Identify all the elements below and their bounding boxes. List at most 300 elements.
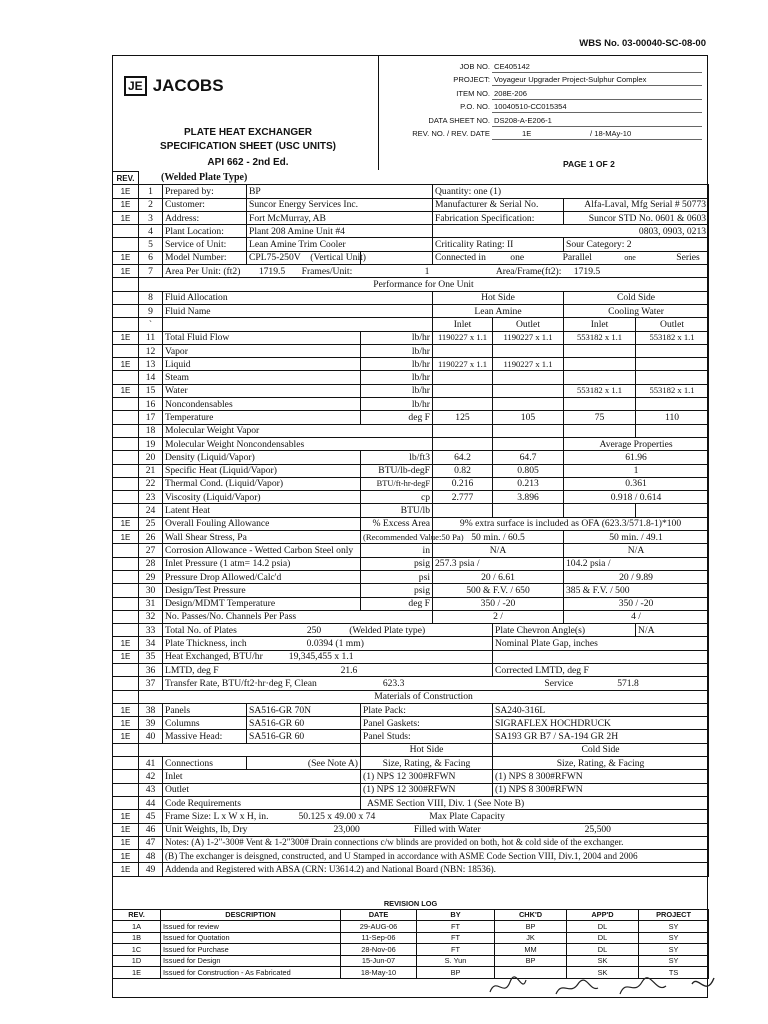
label: Area Per Unit: (ft2) xyxy=(165,265,241,277)
spec-row-32 xyxy=(113,610,709,623)
label: Latent Heat xyxy=(163,504,361,517)
project-label: PROJECT: xyxy=(453,75,490,84)
data-sheet-no: DS208-A-E206-1 xyxy=(494,116,552,125)
revision-row xyxy=(113,955,709,967)
line-no: 38 xyxy=(139,703,163,716)
cold-side: Cold Side xyxy=(564,291,709,304)
cold-average: 1 xyxy=(564,464,709,477)
line-no: ` xyxy=(139,318,163,331)
label: Liquid xyxy=(163,358,361,371)
unit: in xyxy=(361,544,433,557)
hot-outlet: 0.213 xyxy=(493,477,564,490)
label: Molecular Weight Vapor xyxy=(163,424,433,437)
cold-side: 350 / -20 xyxy=(564,597,709,610)
unit: % Excess Area xyxy=(361,517,433,530)
frames-value: 1 xyxy=(424,265,430,277)
spec-row-16 xyxy=(113,398,709,411)
rev-cell xyxy=(113,304,139,317)
cold-average: 61.96 xyxy=(564,451,709,464)
cold-side: (1) NPS 8 300#RFWN xyxy=(493,770,709,783)
thickness-value: 0.0394 (1 mm) xyxy=(306,638,364,650)
label: No. Passes/No. Channels Per Pass xyxy=(163,610,433,623)
note: (See Note A) xyxy=(247,757,361,770)
line-no: 39 xyxy=(139,717,163,730)
value: Plant 208 Amine Unit #4 xyxy=(247,225,433,238)
rev-cell xyxy=(113,491,139,504)
right-value: SA193 GR B7 / SA-194 GR 2H xyxy=(493,730,709,743)
chkd: JK xyxy=(495,932,567,944)
spec-row-14 xyxy=(113,371,709,384)
right-label: Nominal Plate Gap, inches xyxy=(493,637,709,650)
right-value: Suncor STD No. 0601 & 0603 xyxy=(564,211,709,224)
hot-inlet: 2.777 xyxy=(433,491,493,504)
unit: psi xyxy=(361,570,433,583)
unit: psig xyxy=(361,584,433,597)
hot-side: (1) NPS 12 300#RFWN xyxy=(361,783,493,796)
rev-cell xyxy=(113,624,139,637)
area-frame-label: Area/Frame(ft2): xyxy=(495,265,562,277)
hot-outlet: 1190227 x 1.1 xyxy=(493,358,564,371)
unit: lb/hr xyxy=(361,331,433,344)
perf-header-row xyxy=(113,278,709,291)
clean-value: 623.3 xyxy=(382,677,405,689)
orientation: (Vertical Unit) xyxy=(310,252,366,264)
hot-inlet: 0.82 xyxy=(433,464,493,477)
rev-cell xyxy=(113,291,139,304)
rev: 1E xyxy=(113,967,161,979)
spec-row-25 xyxy=(113,517,709,530)
frame-cell xyxy=(163,810,709,823)
filled-label: Filled with Water xyxy=(413,824,481,836)
label: Thermal Cond. (Liquid/Vapor) xyxy=(163,477,361,490)
rev-cell: 1E xyxy=(113,637,139,650)
line-no: 8 xyxy=(139,291,163,304)
label: Inlet xyxy=(163,770,361,783)
line-no: 16 xyxy=(139,398,163,411)
line-no: 32 xyxy=(139,610,163,623)
hot-inlet: 0.216 xyxy=(433,477,493,490)
spec-row-38 xyxy=(113,703,709,716)
connected-3: one xyxy=(624,253,636,263)
spec-row-18 xyxy=(113,424,709,437)
spec-row-9 xyxy=(113,304,709,317)
transfer-cell xyxy=(163,677,709,690)
materials-header-row xyxy=(113,690,709,703)
label: Viscosity (Liquid/Vapor) xyxy=(163,491,361,504)
spec-row-20 xyxy=(113,451,709,464)
line-no: 30 xyxy=(139,584,163,597)
hot-outlet-header: Outlet xyxy=(493,318,564,331)
revision-row xyxy=(113,932,709,944)
side-header-row xyxy=(113,743,709,756)
rev-cell xyxy=(113,278,139,291)
note-a: Notes: (A) 1-2"-300# Vent & 1-2"300# Drain connections c/w blinds are provided on both, hot & cold side of the exchanger. xyxy=(163,836,709,849)
line-no: 42 xyxy=(139,770,163,783)
cold-side: 20 / 9.89 xyxy=(564,570,709,583)
cold-side: 104.2 psia / xyxy=(564,557,709,570)
line-no: 20 xyxy=(139,451,163,464)
date: 29-AUG-06 xyxy=(341,921,417,933)
line-no: 11 xyxy=(139,331,163,344)
col-by: BY xyxy=(417,909,495,921)
col-date: DATE xyxy=(341,909,417,921)
hot-side: 2 / xyxy=(433,610,564,623)
rev-line xyxy=(492,139,702,140)
rev-cell xyxy=(113,225,139,238)
unit: psig xyxy=(361,557,433,570)
rev-cell xyxy=(113,743,139,756)
frames-label: Frames/Unit: xyxy=(301,265,353,277)
line-no: 29 xyxy=(139,570,163,583)
value: Fort McMurray, AB xyxy=(247,211,433,224)
label: Fluid Allocation xyxy=(163,291,433,304)
hot-side: Hot Side xyxy=(433,291,564,304)
cold-side: N/A xyxy=(564,544,709,557)
spec-row-31 xyxy=(113,597,709,610)
hot-outlet: 3.896 xyxy=(493,491,564,504)
rev-cell xyxy=(113,757,139,770)
label: Total No. of Plates xyxy=(165,624,237,636)
right-value: SA240-316L xyxy=(493,703,709,716)
connected-label: Connected in xyxy=(435,252,486,264)
label: Temperature xyxy=(163,411,361,424)
right-label: Plate Chevron Angle(s) xyxy=(493,624,636,637)
hot-side: Size, Rating, & Facing xyxy=(361,757,493,770)
rev-cell: 1E xyxy=(113,358,139,371)
hot-inlet: 1190227 x 1.1 xyxy=(433,331,493,344)
description: Issued for Design xyxy=(161,955,341,967)
unit: deg F xyxy=(361,411,433,424)
max-plate-label: Max Plate Capacity xyxy=(429,810,505,822)
wbs-number: WBS No. 03-00040-SC-08-00 xyxy=(579,38,706,49)
right-value: Alfa-Laval, Mfg Serial # 50773 xyxy=(564,198,709,211)
label: Unit Weights, lb, Dry xyxy=(165,824,248,836)
connected-1: one xyxy=(510,252,525,264)
rev-cell xyxy=(113,477,139,490)
label: Customer: xyxy=(163,198,247,211)
line-no: 1 xyxy=(139,185,163,198)
lmtd-cell xyxy=(163,663,493,676)
line-no: 47 xyxy=(139,836,163,849)
rev-cell xyxy=(113,663,139,676)
line-no: 3 xyxy=(139,211,163,224)
unit: BTU/ft-hr-degF xyxy=(361,477,433,490)
line-no: 44 xyxy=(139,796,163,809)
title-line-1: PLATE HEAT EXCHANGER xyxy=(184,127,312,138)
label: Overall Fouling Allowance xyxy=(163,517,361,530)
cold-side-header: Cold Side xyxy=(493,743,709,756)
spec-row-19 xyxy=(113,437,709,450)
label: Steam xyxy=(163,371,361,384)
unit: (Recommended Value:50 Pa) xyxy=(361,531,433,544)
line-no: 14 xyxy=(139,371,163,384)
rev-cell: 1E xyxy=(113,185,139,198)
rev-cell: 1E xyxy=(113,823,139,836)
line-no: 48 xyxy=(139,850,163,863)
hot-side: 500 & F.V. / 650 xyxy=(433,584,564,597)
line-no: 5 xyxy=(139,238,163,251)
right-label: Panel Gaskets: xyxy=(361,717,493,730)
job-no-line xyxy=(492,72,702,73)
unit: lb/hr xyxy=(361,398,433,411)
unit: BTU/lb xyxy=(361,504,433,517)
label: Transfer Rate, BTU/ft2·hr·deg F, Clean xyxy=(165,677,317,689)
project: SY xyxy=(639,932,709,944)
spec-row-4 xyxy=(113,225,709,238)
rev-cell xyxy=(113,344,139,357)
value: SA516-GR 60 xyxy=(247,730,361,743)
po-label: P.O. NO. xyxy=(460,102,490,111)
label: Panels xyxy=(163,703,247,716)
label: Plant Location: xyxy=(163,225,247,238)
unit: lb/hr xyxy=(361,344,433,357)
hot-side: (1) NPS 12 300#RFWN xyxy=(361,770,493,783)
right-label: Panel Studs: xyxy=(361,730,493,743)
rev: 1D xyxy=(113,955,161,967)
line-no: 45 xyxy=(139,810,163,823)
note-b-cont: Addenda and Registered with ABSA (CRN: U3614.2) and National Board (NBN: 18536). xyxy=(163,863,709,876)
label: Connections xyxy=(163,757,247,770)
spec-row-48 xyxy=(113,850,709,863)
hot-outlet: 1190227 x 1.1 xyxy=(493,331,564,344)
label: Address: xyxy=(163,211,247,224)
label: Service of Unit: xyxy=(163,238,247,251)
spec-row-5 xyxy=(113,238,709,251)
fouling-value: 9% extra surface is included as OFA (623.3/571.8-1)*100 xyxy=(433,517,709,530)
rev: 1A xyxy=(113,921,161,933)
plates-cell xyxy=(163,624,493,637)
line-no: 15 xyxy=(139,384,163,397)
area-frame-value: 1719.5 xyxy=(573,265,601,277)
value: SA516-GR 70N xyxy=(247,703,361,716)
project: TS xyxy=(639,967,709,979)
average-properties: Average Properties xyxy=(564,437,709,450)
hot-side-header: Hot Side xyxy=(361,743,493,756)
rev-cell xyxy=(113,770,139,783)
cold-outlet: 553182 x 1.1 xyxy=(636,331,709,344)
by: S. Yun xyxy=(417,955,495,967)
spec-row-41 xyxy=(113,757,709,770)
date: 15-Jun-07 xyxy=(341,955,417,967)
cold-side: (1) NPS 8 300#RFWN xyxy=(493,783,709,796)
label: Heat Exchanged, BTU/hr xyxy=(165,651,263,663)
line-no: 46 xyxy=(139,823,163,836)
line-no: 4 xyxy=(139,225,163,238)
cold-average: 0.918 / 0.614 xyxy=(564,491,709,504)
rev-cell: 1E xyxy=(113,265,139,278)
spec-row-47 xyxy=(113,836,709,849)
spec-row-2 xyxy=(113,198,709,211)
spec-row-49 xyxy=(113,863,709,876)
value: SA516-GR 60 xyxy=(247,717,361,730)
revision-log xyxy=(112,898,709,979)
value xyxy=(247,251,366,264)
item-label: ITEM NO. xyxy=(456,89,490,98)
header-divider xyxy=(378,55,379,170)
plates-value: 250 xyxy=(306,624,322,636)
area-cell xyxy=(163,265,709,278)
line-no: 26 xyxy=(139,531,163,544)
line-no: 18 xyxy=(139,424,163,437)
hot-outlet: 0.805 xyxy=(493,464,564,477)
appd: SK xyxy=(567,967,639,979)
rev-header: REV. xyxy=(113,172,139,185)
spec-row-17 xyxy=(113,411,709,424)
label: Model Number: xyxy=(163,251,247,264)
service-label: Service xyxy=(544,677,574,689)
label: Pressure Drop Allowed/Calc'd xyxy=(163,570,361,583)
dry-weight: 23,000 xyxy=(333,824,360,836)
hot-outlet: 64.7 xyxy=(493,451,564,464)
rev-cell: 1E xyxy=(113,517,139,530)
rev-cell: 1E xyxy=(113,810,139,823)
row-subtitle xyxy=(113,172,709,185)
date: 28-Nov-06 xyxy=(341,944,417,956)
description: Issued for Quotation xyxy=(161,932,341,944)
appd: SK xyxy=(567,955,639,967)
cold-outlet: 110 xyxy=(636,411,709,424)
spec-row-40 xyxy=(113,730,709,743)
cold-side: 50 min. / 49.1 xyxy=(564,531,709,544)
col-project: PROJECT xyxy=(639,909,709,921)
label: Plate Thickness, inch xyxy=(165,638,247,650)
cold-outlet: 553182 x 1.1 xyxy=(636,384,709,397)
line-no: 36 xyxy=(139,663,163,676)
model: CPL75-250V xyxy=(249,252,301,264)
spec-row-24 xyxy=(113,504,709,517)
title-line-4: (Welded Plate Type) xyxy=(161,172,248,184)
cold-inlet: 553182 x 1.1 xyxy=(564,331,636,344)
cold-outlet-header: Outlet xyxy=(636,318,709,331)
right-value: N/A xyxy=(636,624,709,637)
rev-cell: 1E xyxy=(113,703,139,716)
spec-row-39 xyxy=(113,717,709,730)
rev-cell xyxy=(113,557,139,570)
chkd: BP xyxy=(495,955,567,967)
label: Total Fluid Flow xyxy=(163,331,361,344)
line-no: 34 xyxy=(139,637,163,650)
by: FT xyxy=(417,932,495,944)
ds-label: DATA SHEET NO. xyxy=(428,116,490,125)
label: Code Requirements xyxy=(163,796,361,809)
ds-line xyxy=(492,126,702,127)
spec-row-37 xyxy=(113,677,709,690)
connected-2: Parallel xyxy=(562,252,592,264)
appd: DL xyxy=(567,944,639,956)
label: Columns xyxy=(163,717,247,730)
line-no: 40 xyxy=(139,730,163,743)
plates-type: (Welded Plate type) xyxy=(349,624,426,636)
spec-row-21 xyxy=(113,464,709,477)
thickness-cell xyxy=(163,637,493,650)
value: BP xyxy=(247,185,433,198)
value: Suncor Energy Services Inc. xyxy=(247,198,433,211)
chkd: MM xyxy=(495,944,567,956)
rev-cell xyxy=(113,584,139,597)
cold-inlet: 75 xyxy=(564,411,636,424)
spec-row-29 xyxy=(113,570,709,583)
line-no: 19 xyxy=(139,437,163,450)
appd: DL xyxy=(567,932,639,944)
unit: lb/ft3 xyxy=(361,451,433,464)
spec-row-45 xyxy=(113,810,709,823)
rev-cell xyxy=(113,783,139,796)
cold-side: 385 & F.V. / 500 xyxy=(564,584,709,597)
cold-inlet-header: Inlet xyxy=(564,318,636,331)
label: Corrosion Allowance - Wetted Carbon Steel only xyxy=(163,544,361,557)
spec-row-8 xyxy=(113,291,709,304)
unit: lb/hr xyxy=(361,358,433,371)
hot-inlet: 64.2 xyxy=(433,451,493,464)
rev-cell xyxy=(113,371,139,384)
hot-inlet: 125 xyxy=(433,411,493,424)
rev-cell xyxy=(113,544,139,557)
label: Massive Head: xyxy=(163,730,247,743)
label: Fluid Name xyxy=(163,304,433,317)
frame-value: 50.125 x 49.00 x 74 xyxy=(298,810,376,822)
label: Outlet xyxy=(163,783,361,796)
line-no: 24 xyxy=(139,504,163,517)
spec-row-7 xyxy=(113,265,709,278)
project: SY xyxy=(639,944,709,956)
project: SY xyxy=(639,921,709,933)
description: Issued for Construction - As Fabricated xyxy=(161,967,341,979)
signature-scribbles xyxy=(486,972,718,1002)
spec-row-28 xyxy=(113,557,709,570)
line-no: 13 xyxy=(139,358,163,371)
hot-side: 350 / -20 xyxy=(433,597,564,610)
rev-date: / 18-MAy-10 xyxy=(590,129,632,138)
note-b: (B) The exchanger is deisgned, constructed, and U Stamped in accordance with ASME Code Section VIII, Div.1, 2004 and 2006 xyxy=(163,850,709,863)
code-cell xyxy=(361,796,709,809)
label: LMTD, deg F xyxy=(165,664,219,676)
hot-inlet: 1190227 x 1.1 xyxy=(433,358,493,371)
line-no: 35 xyxy=(139,650,163,663)
hot-inlet-header: Inlet xyxy=(433,318,493,331)
po-line xyxy=(492,112,702,113)
rev-cell xyxy=(113,570,139,583)
revision-row xyxy=(113,921,709,933)
connected-4: Series xyxy=(676,252,700,264)
line-no: 33 xyxy=(139,624,163,637)
line-no: 12 xyxy=(139,344,163,357)
cold-side: 4 / xyxy=(564,610,709,623)
area-value: 1719.5 xyxy=(258,265,286,277)
filled-value: 25,500 xyxy=(584,824,611,836)
label: Design/MDMT Temperature xyxy=(163,597,361,610)
rev-no: 1E xyxy=(522,129,532,138)
label: Molecular Weight Noncondensables xyxy=(163,437,433,450)
cold-average: 0.361 xyxy=(564,477,709,490)
rev-cell xyxy=(113,318,139,331)
col-chkd: CHK'D xyxy=(495,909,567,921)
label: Water xyxy=(163,384,361,397)
cold-fluid: Cooling Water xyxy=(564,304,709,317)
rev-cell xyxy=(113,796,139,809)
chkd: BP xyxy=(495,921,567,933)
rev-cell: 1E xyxy=(113,650,139,663)
by: BP xyxy=(417,967,495,979)
label: Inlet Pressure (1 atm= 14.2 psia) xyxy=(163,557,361,570)
hot-side: 257.3 psia / xyxy=(433,557,564,570)
hot-side: 50 min. / 60.5 xyxy=(433,531,564,544)
heat-cell xyxy=(163,650,493,663)
unit: lb/hr xyxy=(361,371,433,384)
line-no: 43 xyxy=(139,783,163,796)
project-line xyxy=(492,85,702,86)
hot-outlet: 105 xyxy=(493,411,564,424)
spec-row-13 xyxy=(113,358,709,371)
